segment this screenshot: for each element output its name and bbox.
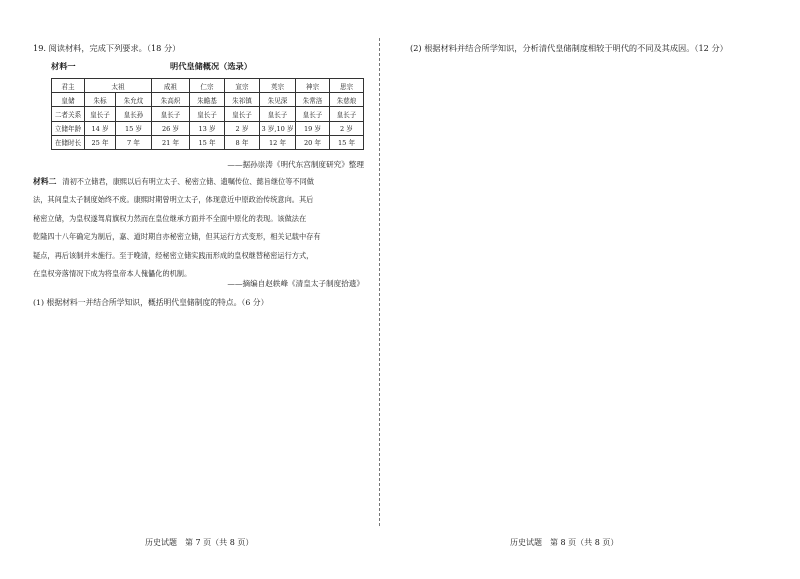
- table-header-cell: 太祖: [85, 79, 152, 93]
- table-cell: 朱见深: [260, 93, 296, 107]
- table-cell: 皇长子: [85, 107, 116, 121]
- table-cell: 朱慈烺: [330, 93, 364, 107]
- table-cell: 朱允炆: [116, 93, 152, 107]
- table-cell: 14 岁: [85, 121, 116, 135]
- table-row: [52, 135, 364, 149]
- table-cell: 朱祁镇: [225, 93, 260, 107]
- table-header-cell: 神宗: [296, 79, 330, 93]
- material2-line: 秘密立储，为皇权遂驾肩旗权力然而在皇位继承方面并不全面中原化的表现。该做法在: [33, 213, 307, 223]
- material1-source: ——据孙崇涛《明代东宫制度研究》整理: [227, 160, 364, 169]
- table-cell: 21 年: [152, 135, 190, 149]
- table-cell: 26 岁: [152, 121, 190, 135]
- table-cell: 2 岁: [225, 121, 260, 135]
- table-cell: 皇长子: [296, 107, 330, 121]
- table-cell: 皇长子: [260, 107, 296, 121]
- material2-paragraph: [33, 173, 363, 283]
- table-cell: 15 年: [190, 135, 225, 149]
- table-header-cell: 宣宗: [225, 79, 260, 93]
- table-cell: 19 岁: [296, 121, 330, 135]
- table-cell: 2 岁: [330, 121, 364, 135]
- material2-line: 材料二 清初不立储君，康熙以后有明立太子、秘密立储、遗嘱传位、懿旨继位等不同做: [33, 177, 314, 186]
- material2-label: 材料二: [33, 177, 57, 186]
- material2-line: 疑点，再后该制并未施行。至于晚清，经秘密立储实践而形成的皇权继替秘密运行方式，: [33, 250, 314, 260]
- table-header-cell: 君主: [52, 79, 85, 93]
- table-header-cell: 思宗: [330, 79, 364, 93]
- material2-source: ——摘编自赵轶峰《清皇太子制度拾遗》: [227, 279, 364, 288]
- table-header-cell: 英宗: [260, 79, 296, 93]
- table-row: [52, 107, 364, 121]
- table-header-cell: 成祖: [152, 79, 190, 93]
- left-page: [0, 0, 380, 579]
- table-cell: 朱高炽: [152, 93, 190, 107]
- material1-label: 材料一: [51, 61, 76, 71]
- table-cell: 7 年: [116, 135, 152, 149]
- table-cell: 皇长子: [330, 107, 364, 121]
- table-cell: 20 年: [296, 135, 330, 149]
- table-cell: 3 岁,10 岁: [260, 121, 296, 135]
- table-header-row: [52, 79, 364, 93]
- table-cell: 皇长子: [225, 107, 260, 121]
- table-cell: 立储年龄: [52, 121, 85, 135]
- heir-table: [51, 78, 364, 150]
- material2-line: 在皇权旁落情况下成为将皇帝本人傀儡化的机制。: [33, 269, 192, 279]
- table-cell: 皇长子: [190, 107, 225, 121]
- sub-question-2: (2) 根据材料并结合所学知识，分析清代皇储制度相较于明代的不同及其成因。（12 分）: [410, 43, 728, 53]
- sub-question-1: (1) 根据材料一并结合所学知识，概括明代皇储制度的特点。（6 分）: [33, 298, 269, 307]
- table-cell: 12 年: [260, 135, 296, 149]
- table-row: [52, 121, 364, 135]
- table-cell: 朱瞻基: [190, 93, 225, 107]
- question-header: 19. 阅读材料，完成下列要求。（18 分）: [33, 43, 181, 53]
- table-cell: 8 年: [225, 135, 260, 149]
- table-cell: 15 年: [330, 135, 364, 149]
- table-cell: 二者关系: [52, 107, 85, 121]
- table-cell: 15 岁: [116, 121, 152, 135]
- table-header-cell: 仁宗: [190, 79, 225, 93]
- table-cell: 皇长孙: [116, 107, 152, 121]
- right-page: [380, 0, 800, 579]
- table-cell: 25 年: [85, 135, 116, 149]
- page-footer-right: 历史试题 第 8 页（共 8 页）: [510, 538, 619, 547]
- table-row: [52, 93, 364, 107]
- table-title: 明代皇储概况（选录）: [170, 61, 252, 71]
- table-cell: 朱标: [85, 93, 116, 107]
- material2-line: 法，其间皇太子制度始终不废。康熙时期曾明立太子，体现意近中原政治传统意向。其后: [33, 195, 314, 205]
- table-cell: 皇长子: [152, 107, 190, 121]
- page-footer-left: 历史试题 第 7 页（共 8 页）: [145, 538, 254, 547]
- table-cell: 皇储: [52, 93, 85, 107]
- table-cell: 在储时长: [52, 135, 85, 149]
- material2-line: 乾隆四十八年确定为制后，嘉、道时期自亦秘密立储，但其运行方式变形，相关记载中存有: [33, 232, 321, 242]
- table-cell: 13 岁: [190, 121, 225, 135]
- table-cell: 朱常洛: [296, 93, 330, 107]
